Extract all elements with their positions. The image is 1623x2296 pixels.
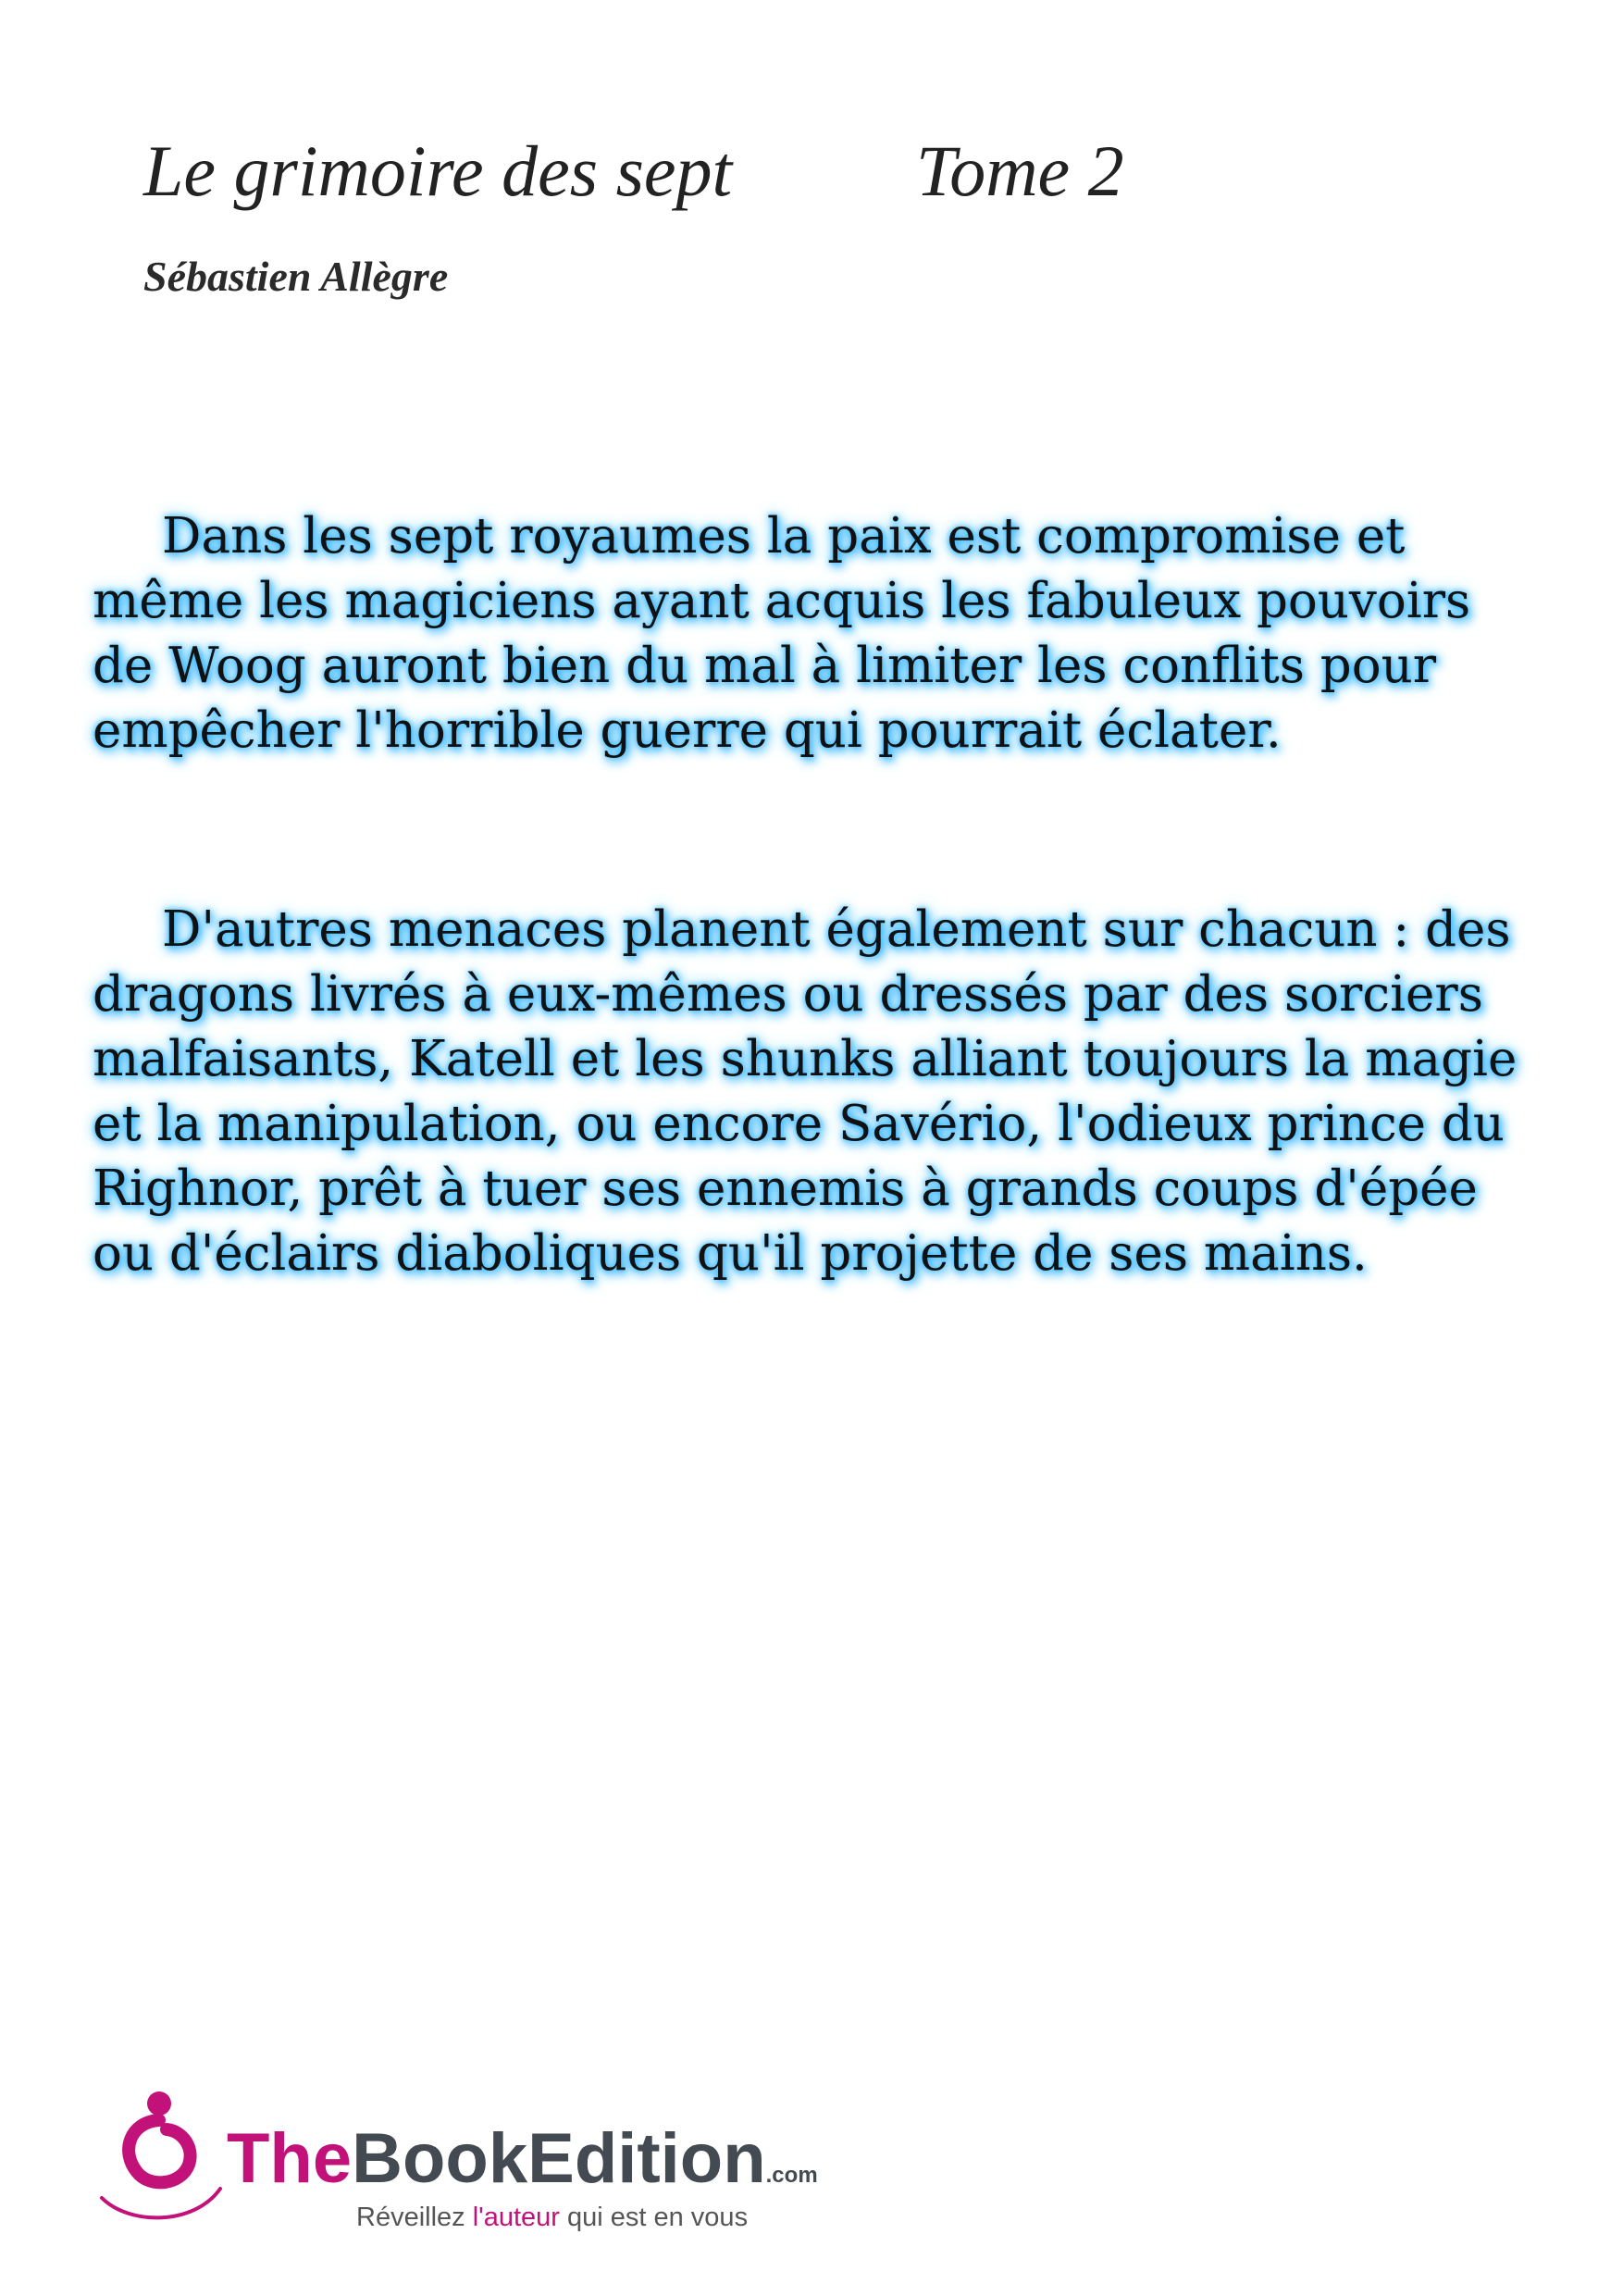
tome-number: Tome 2 [916,130,1124,211]
blurb-text-2: D'autres menaces planent également sur chacun : des dragons livrés à eux-mêmes ou dressés par des sorciers malfaisants, Katell et les shunks alliant toujours la magie et la manipulation, ou encore Savério, l'odieux prince du Righnor, prêt à tuer ses ennemis à grands coups d'épée ou d'éclairs diaboliques qu'il projette de ses mains. [93,901,1518,1282]
blurb-paragraph-2 [93,898,1536,1286]
blurb-paragraph-1 [93,504,1536,763]
person-swoosh-icon [93,2087,222,2226]
publisher-name [227,2119,818,2213]
publisher-name-the: The [227,2119,353,2198]
publisher-logo [93,2087,925,2235]
tagline-before: Réveillez [356,2203,473,2232]
publisher-tagline [356,2203,748,2233]
blurb-text-1: Dans les sept royaumes la paix est compromise et même les magiciens ayant acquis les fabuleux pouvoirs de Woog auront bien du mal à limiter les conflits pour empêcher l'horrible guerre qui pourrait éclater. [93,508,1471,759]
book-title: Le grimoire des sept [143,130,733,211]
publisher-name-bookedition: BookEdition [352,2119,766,2198]
publisher-domain-suffix: .com [765,2163,818,2188]
tagline-accent: l'auteur [472,2203,560,2232]
tagline-after: qui est en vous [559,2203,749,2232]
author-name: Sébastien Allègre [143,253,449,300]
